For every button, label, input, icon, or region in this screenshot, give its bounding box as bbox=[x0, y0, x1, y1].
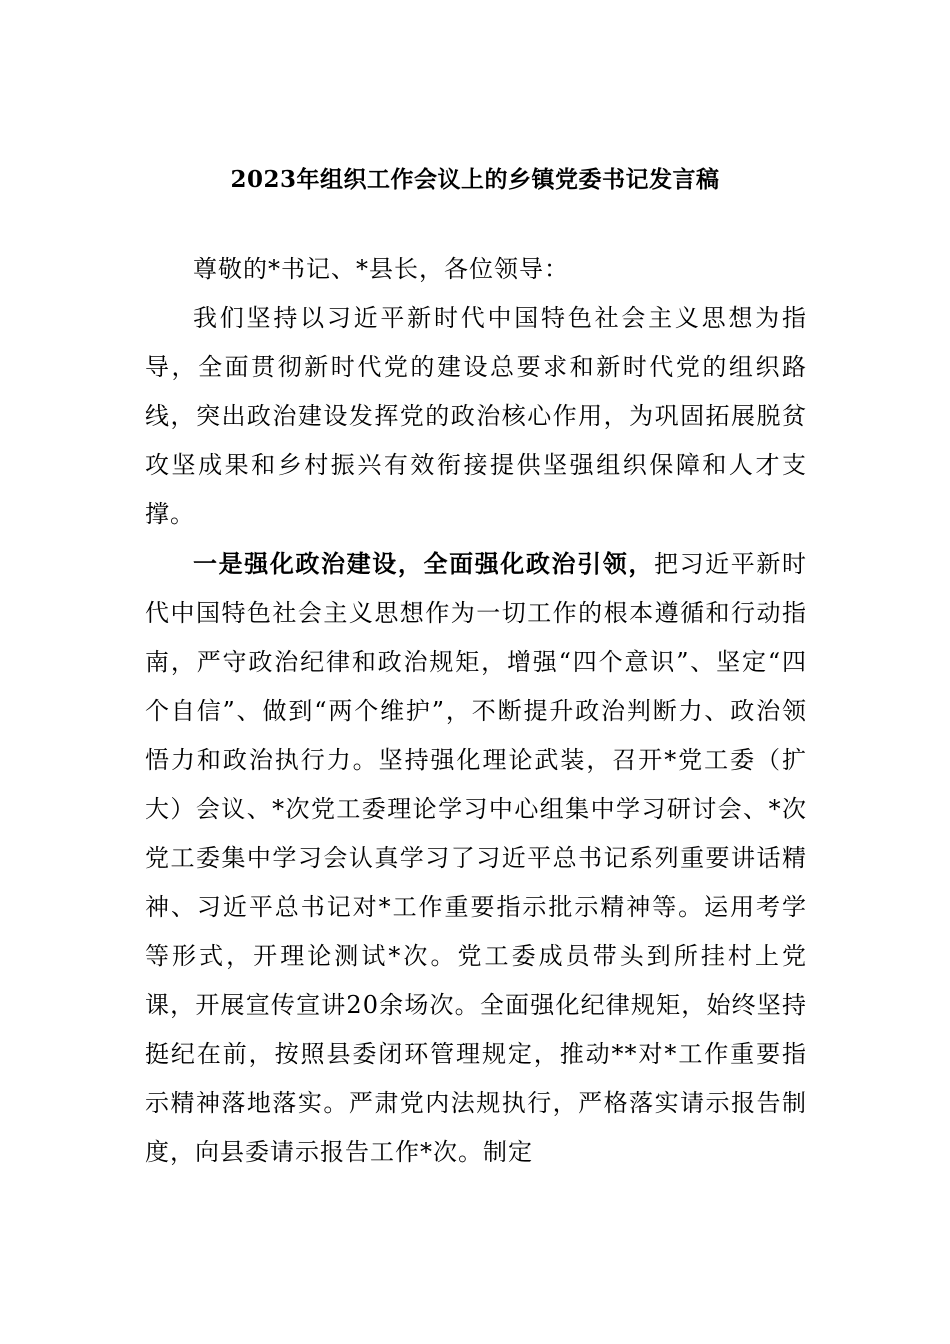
paragraph-intro: 我们坚持以习近平新时代中国特色社会主义思想为指导，全面贯彻新时代党的建设总要求和新时代党的组织路线，突出政治建设发挥党的政治核心作用，为巩固拓展脱贫攻坚成果和乡村振兴有效衔接提供坚强组织保障和人才支撑。 bbox=[145, 304, 807, 528]
paragraph-text: 把习近平新时代中国特色社会主义思想作为一切工作的根本遵循和行动指南，严守政治纪律和政治规矩，增强“四个意识”、坚定“四个自信”、做到“两个维护”，不断提升政治判断力、政治领悟力和政治执行力。坚持强化理论武装，召开*党工委（扩大）会议、*次党工委理论学习中心组集中学习研讨会、*次党工委集中学习会认真学习了习近平总书记系列重要讲话精神、习近平总书记对*工作重要指示批示精神等。运用考学等形式，开理论测试*次。党工委成员带头到所挂村上党课，开展宣传宣讲20余场次。全面强化纪律规矩，始终坚持挺纪在前，按照县委闭环管理规定，推动**对*工作重要指示精神落地落实。严肃党内法规执行，严格落实请示报告制度，向县委请示报告工作*次。制定 bbox=[145, 550, 808, 1166]
document-title: 2023年组织工作会议上的乡镇党委书记发言稿 bbox=[230, 166, 720, 193]
paragraph-lead-heading: 一是强化政治建设，全面强化政治引领， bbox=[193, 549, 654, 578]
salutation: 尊敬的*书记、*县长，各位领导： bbox=[193, 255, 569, 283]
document-body bbox=[145, 245, 807, 1177]
paragraph-political-building bbox=[145, 539, 807, 1177]
